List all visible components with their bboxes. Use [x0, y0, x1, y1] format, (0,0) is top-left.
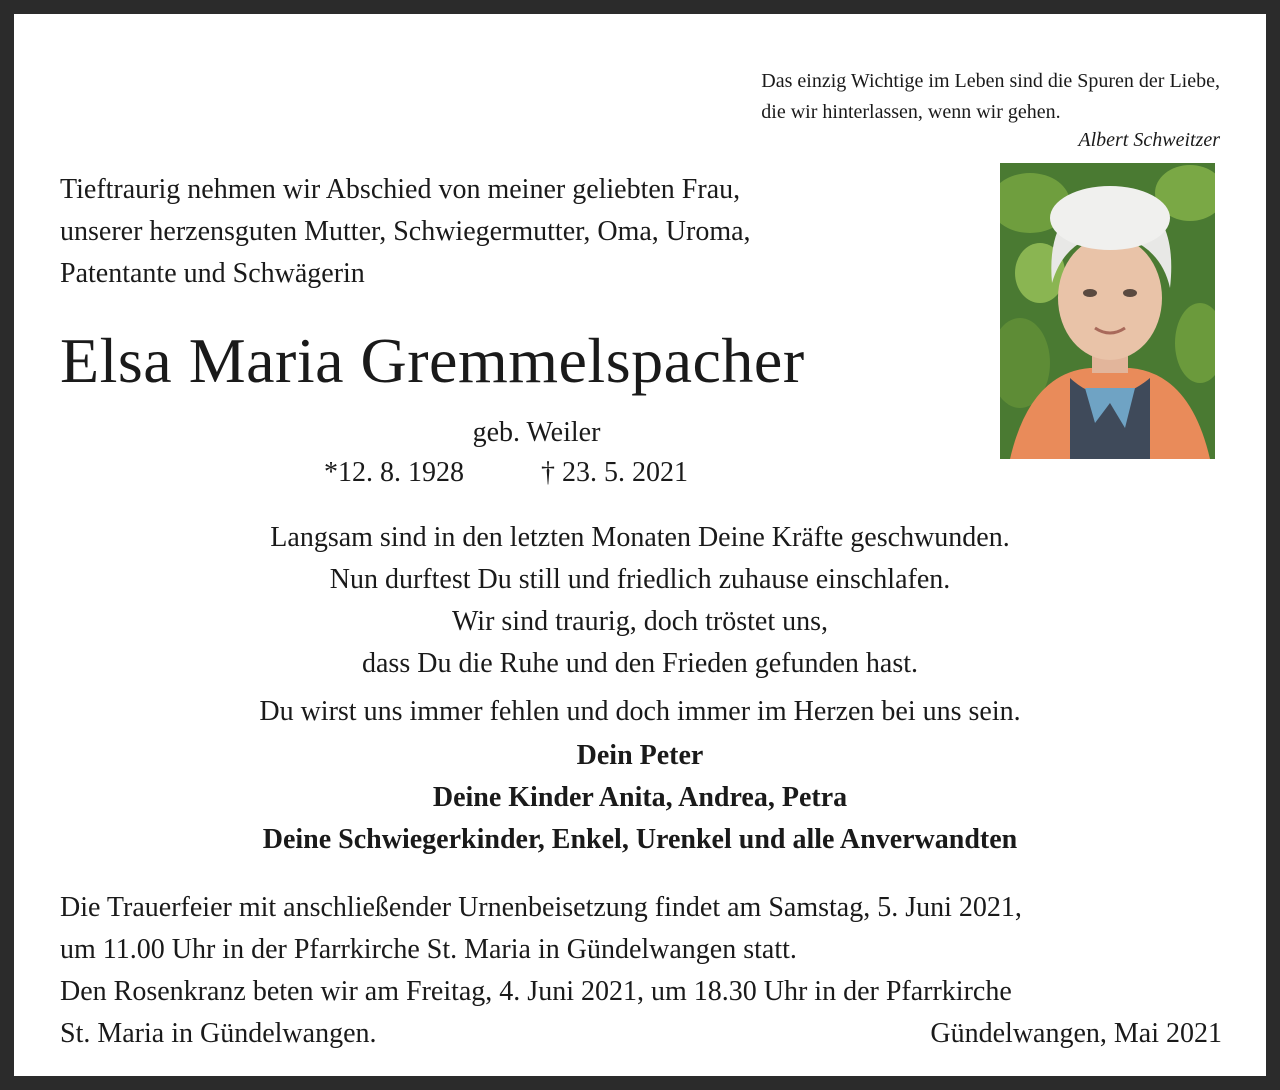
portrait-photo: [1000, 163, 1215, 459]
service-line: Die Trauerfeier mit anschließender Urnenbeisetzung findet am Samstag, 5. Juni 2021,: [60, 892, 1022, 923]
service-info: [60, 887, 1222, 1055]
service-line: St. Maria in Gündelwangen.: [60, 1018, 377, 1049]
life-dates: [324, 457, 688, 489]
birth-name: geb. Weiler: [472, 417, 601, 448]
service-last-line: [60, 1013, 1222, 1055]
intro-line: unserer herzensguten Mutter, Schwiegermutter, Oma, Uroma,: [60, 216, 751, 247]
verse: [14, 517, 1266, 685]
signers: [14, 735, 1266, 861]
verse-line: Nun durftest Du still und friedlich zuhause einschlafen.: [329, 564, 951, 595]
death-date: † 23. 5. 2021: [541, 457, 688, 488]
deceased-name: Elsa Maria Gremmelspacher: [60, 325, 805, 396]
place-date: Gündelwangen, Mai 2021: [930, 1018, 1222, 1049]
quote-line: Das einzig Wichtige im Leben sind die Spuren der Liebe,: [761, 70, 1220, 92]
verse-line: Langsam sind in den letzten Monaten Deine Kräfte geschwunden.: [270, 522, 1010, 553]
epigraph-quote: [761, 66, 1220, 128]
intro-line: Patentante und Schwägerin: [60, 258, 365, 289]
verse-line: Wir sind traurig, doch tröstet uns,: [451, 606, 829, 637]
quote-line: die wir hinterlassen, wenn wir gehen.: [761, 101, 1061, 123]
signer-line: Deine Kinder Anita, Andrea, Petra: [432, 782, 848, 813]
obituary-notice: [14, 14, 1266, 1076]
quote-author: Albert Schweitzer: [1078, 129, 1220, 151]
closing-line: Du wirst uns immer fehlen und doch immer im Herzen bei uns sein.: [259, 696, 1021, 727]
signer-line: Deine Schwiegerkinder, Enkel, Urenkel und alle Anverwandten: [262, 824, 1018, 855]
signer-line: Dein Peter: [576, 740, 704, 771]
verse-line: dass Du die Ruhe und den Frieden gefunden hast.: [362, 648, 918, 679]
intro-line: Tieftraurig nehmen wir Abschied von meiner geliebten Frau,: [60, 174, 741, 205]
service-line: um 11.00 Uhr in der Pfarrkirche St. Maria in Gündelwangen statt.: [60, 934, 797, 965]
service-line: Den Rosenkranz beten wir am Freitag, 4. Juni 2021, um 18.30 Uhr in der Pfarrkirche: [60, 976, 1012, 1007]
intro-text: [60, 169, 751, 295]
birth-date: *12. 8. 1928: [324, 457, 464, 488]
